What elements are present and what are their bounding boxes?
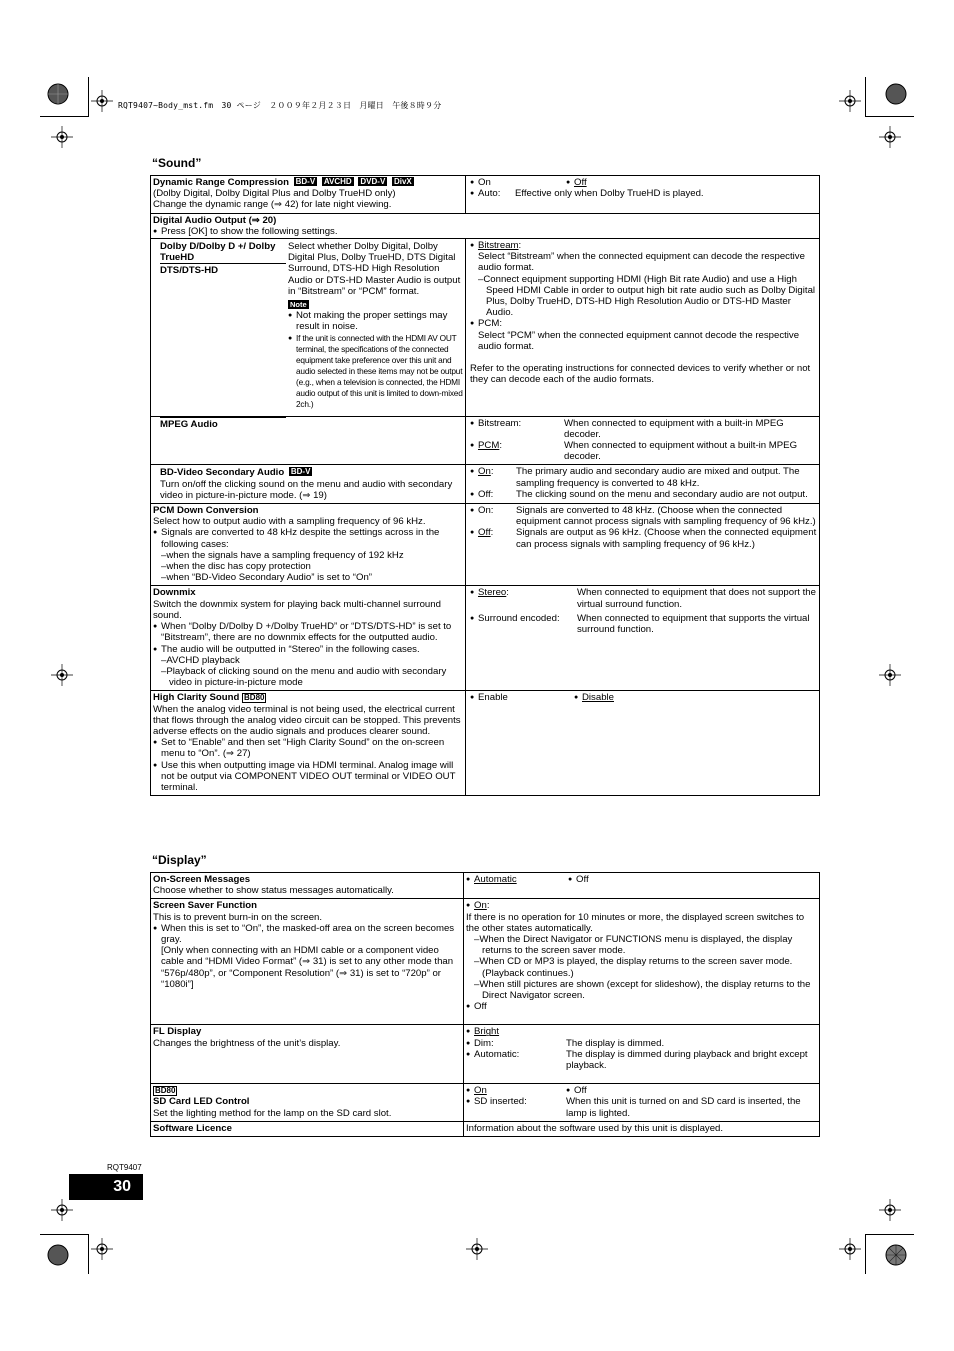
downmix-stereo: Stereo [478,587,507,599]
crosshair-mark [839,90,861,112]
option-enable: ● Enable [470,692,574,703]
screen-saver-label: Screen Saver Function [153,900,257,912]
format-desc: Select whether Dolby Digital, Dolby Digital Plus, Dolby TrueHD, DTS Digital Surround, DTS-HD High Resolution Audio or DTS-HD Master Audio is output in “Bitstream” or “PCM” format. [288,241,461,297]
mpeg-pcm-desc: When connected to equipment without a built-in MPEG decoder. [564,440,798,463]
crop-line [866,116,914,117]
crosshair-mark [466,1238,488,1260]
software-licence-label: Software Licence [153,1122,232,1134]
downmix-desc: Switch the downmix system for playing back multi-channel surround sound. [153,598,441,621]
pcm-down-off: Off [478,527,491,539]
option-off: ● Off [568,874,589,885]
crosshair-mark [51,664,73,686]
high-clarity-bullet: ● Use this when outputting image via HDMI terminal. Analog image will not be output via COMPONENT VIDEO OUT terminal or VIDEO OUT terminal. [153,760,463,794]
digital-audio-output-label: Digital Audio Output (⇒ 20) [153,214,277,226]
model-number: RQT9407 [107,1163,142,1172]
downmix-surround: ● Surround encoded: [470,613,577,635]
refer-text: Refer to the operating instructions for connected devices to verify whether or not they can decode each of the audio formats. [470,363,811,386]
page-number: 30 [69,1174,143,1200]
screen-saver-condition: [Only when connecting with an HDMI cable or a component video cable and “HDMI Video Format” (⇒ 31) is set to any other mode than “576p/480p”, or “Component Resolution” (⇒ 31) is set to “720p” or “1080i”] [161,945,454,990]
crop-line [865,1234,866,1274]
registration-mark-top-right [885,83,907,105]
automatic-desc: The display is dimmed during playback and bright except playback. [566,1048,808,1072]
screen-saver-case: When still pictures are shown (except for slideshow), the display returns to the Direct Navigator screen. [479,978,811,1002]
downmix-bullet: ● When “Dolby D/Dolby D +/Dolby TrueHD” or “DTS/DTS-HD” is set to “Bitstream”, there are no downmix effects for the outputted audio. [153,621,463,643]
pcm-down-case: when “BD-Video Secondary Audio” is set to “On” [166,572,372,584]
downmix-label: Downmix [153,587,196,599]
table-row: Dolby D/Dolby D +/ Dolby TrueHD DTS/DTS-HD Select whether Dolby Digital, Dolby Digital Plus, Dolby TrueHD, DTS Digital Surround, DTS-HD High Resolution Audio or DTS-HD Master Audio is output in “Bitstream” or “PCM” format. Note ● Not making the proper settings may result in noise. ● If the unit is connected with the HDMI AV OUT terminal, the specifications of the connected equipment take preference over this unit and audio selected in these items may not be output (e.g., when a television is connected, the HDMI audio output of this unit is limited to down-mixed 2ch.) ● Bitstream: Select “Bitstream” when the connected equipment can decode the respective audio format. –Connect equipment supporting HDMI (High Bit rate Audio) and use a High Speed HDMI Cable in order to output high bit rate audio such as Dolby Digital Plus, Dolby TrueHD, DTS-HD High Resolution Audio or DTS-HD Master Audio. ● PCM: Select “PCM” when the connected equipment cannot decode the respective audio format. Refer to the operating instructions for connected devices to verify whether or not they can decode each of the audio formats. [151,239,820,417]
crosshair-mark [839,1238,861,1260]
downmix-bullet: ● The audio will be outputted in “Stereo” in the following cases. [153,644,463,655]
crosshair-mark [91,1238,113,1260]
badge-divx: DivX [393,177,412,186]
option-off: ● Off [566,1085,587,1096]
screen-saver-bullet: ● When this is set to “On”, the masked-off area on the screen becomes gray. [153,923,461,945]
fl-display-desc: Changes the brightness of the unit’s display. [153,1037,341,1049]
sd-inserted-desc: When this unit is turned on and SD card is inserted, the lamp is lighted. [566,1096,801,1119]
pcm-down-on: ● On: [470,505,516,527]
badge-bd80: BD80 [244,693,265,703]
downmix-surround-desc: When connected to equipment that supports the virtual surround function. [577,612,810,636]
table-row: Screen Saver Function This is to prevent burn-in on the screen. ● When this is set to “On”, the masked-off area on the screen becomes gray. [Only when connecting with an HDMI cable or a component video cable and “HDMI Video Format” (⇒ 31) is set to any other mode than “576p/480p”, or “Component Resolution” (⇒ 31) is set to “720p” or “1080i”] ● On: If there is no operation for 10 minutes or more, the displayed screen switches to the other states automatically. –When the Direct Navigator or FUNCTIONS menu is displayed, the display returns to the screen saver mode. –When CD or MP3 is played, the display returns to the screen saver mode. (Playback continues.) –When still pictures are shown (except for slideshow), the display returns to the Direct Navigator screen. ● Off [151,899,820,1025]
option-on: On [474,900,487,912]
mpeg-bitstream-desc: When connected to equipment with a built-in MPEG decoder. [564,417,784,440]
note-item: ● If the unit is connected with the HDMI AV OUT terminal, the specifications of the connected equipment take preference over this unit and audio selected in these items may not be output (e.g., when a television is connected, the HDMI audio output of this unit is limited to down-mixed 2ch.) [288,333,463,410]
sec-on: On [478,466,491,478]
dim-desc: The display is dimmed. [566,1037,665,1049]
downmix-case: AVCHD playback [166,654,240,666]
crop-line [865,77,866,117]
crop-line [88,77,89,117]
high-clarity-bullet: ● Set to “Enable” and then set “High Clarity Sound” on the on-screen menu to “On”. (⇒ 27) [153,737,463,759]
drc-desc-1: (Dolby Digital, Dolby Digital Plus and Dolby TrueHD only) [153,188,396,200]
table-row [151,1121,820,1136]
pcm-down-desc: Select how to output audio with a sampling frequency of 96 kHz. [153,516,426,528]
table-row: MPEG Audio ● Bitstream: When connected to equipment with a built-in MPEG decoder. ● PCM: When connected to equipment without a built-in MPEG decoder. [151,416,820,465]
table-row: BD-Video Secondary Audio BD-V Turn on/off the clicking sound on the menu and audio with secondary video in picture-in-picture mode. (⇒ 19) ● On: The primary audio and secondary audio are mixed and output. The sampling frequency is converted to 48 kHz. ● Off: The clicking sound on the menu and secondary audio are not output. [151,465,820,504]
option-auto: ● Auto: [470,188,515,199]
dolby-label: Dolby D/Dolby D +/ Dolby TrueHD [160,241,276,264]
mpeg-audio-label: MPEG Audio [160,418,218,430]
option-bitstream: Bitstream [478,240,519,252]
registration-mark-top-left [47,83,69,105]
sound-settings-table [150,175,820,796]
table-row [151,873,820,899]
downmix-case: Playback of clicking sound on the menu and audio with secondary video in picture-in-picture mode [166,665,447,689]
table-row [151,213,820,238]
table-row [151,1084,820,1122]
display-section-title: “Display” [152,853,207,867]
option-sd-inserted: ● SD inserted: [466,1096,566,1118]
sd-card-led-desc: Set the lighting method for the lamp on the SD card slot. [153,1107,392,1119]
option-off: ● Off [466,1001,817,1012]
pcm-down-label: PCM Down Conversion [153,505,259,517]
badge-bd-v: BD-V [295,177,316,186]
pcm-down-case: when the disc has copy protection [166,561,311,573]
crosshair-mark [51,1199,73,1221]
crop-line [866,1234,914,1235]
downmix-stereo-desc: When connected to equipment that does not support the virtual surround function. [577,587,816,610]
pcm-down-on-desc: Signals are converted to 48 kHz. (Choose when the connected equipment cannot process signals with sampling frequency of 96 kHz.) [516,505,816,528]
note-label: Note [290,300,307,310]
note-item: ● Not making the proper settings may result in noise. [288,310,463,332]
crop-line [88,1234,89,1274]
crosshair-mark [879,126,901,148]
crosshair-mark [879,664,901,686]
badge-bd80: BD80 [155,1086,176,1096]
crosshair-mark [879,1199,901,1221]
pcm-desc: Select “PCM” when the connected equipment cannot decode the respective audio format. [478,329,800,352]
sec-on-desc: The primary audio and secondary audio are mixed and output. The sampling frequency is converted to 48 kHz. [516,466,800,489]
option-automatic: ● Automatic [466,874,568,885]
bitstream-desc: Select “Bitstream” when the connected equipment can decode the respective audio format. [478,251,805,274]
registration-mark-bottom-left [47,1244,69,1266]
registration-mark-bottom-right [885,1244,907,1266]
press-ok-text: ● Press [OK] to show the following settings. [153,226,817,237]
bitstream-sub: –Connect equipment supporting HDMI (High Bit rate Audio) and use a High Speed HDMI Cable in order to output high bit rate audio such as Dolby Digital Plus, Dolby TrueHD, DTS-HD High Resolution Audio or DTS-HD Master Audio. [478,273,816,319]
pcm-down-bullet: ● Signals are converted to 48 kHz despite the settings across in the following cases: [153,527,463,549]
option-on: ● On [470,177,566,188]
crop-line [40,1234,88,1235]
secondary-audio-desc: Turn on/off the clicking sound on the menu and audio with secondary video in picture-in-picture mode. (⇒ 19) [160,478,453,501]
on-screen-messages-desc: Choose whether to show status messages automatically. [153,885,394,897]
option-bright: ● Bright [466,1026,817,1037]
pcm-down-case: when the signals have a sampling frequency of 192 kHz [166,549,404,561]
table-row: PCM Down Conversion Select how to output audio with a sampling frequency of 96 kHz. ● Signals are converted to 48 kHz despite the settings across in the following cases: –when the signals have a sampling frequency of 192 kHz –when the disc has copy protection –when “BD-Video Secondary Audio” is set to “On” ● On: Signals are converted to 48 kHz. (Choose when the connected equipment cannot process signals with sampling frequency of 96 kHz.) ● Off: Signals are output as 96 kHz. (Choose when the connected equipment can process signals with sampling frequency of 96 kHz.) [151,504,820,586]
sec-off: ● Off: [470,489,516,500]
table-row [151,176,820,214]
software-licence-desc: Information about the software used by this unit is displayed. [466,1122,724,1134]
drc-cell [151,176,466,214]
drc-label: Dynamic Range Compression [153,177,289,188]
screen-saver-on-desc: If there is no operation for 10 minutes or more, the displayed screen switches to the other states automatically. [466,911,805,934]
fl-display-label: FL Display [153,1026,202,1038]
high-clarity-label: High Clarity Sound [153,692,240,704]
sound-section-title: “Sound” [152,156,202,170]
crosshair-mark [51,126,73,148]
pcm-down-off-desc: Signals are output as 96 kHz. (Choose when the connected equipment can process signals with sampling frequency of 96 kHz.) [516,527,817,550]
dts-label: DTS/DTS-HD [160,265,219,277]
table-row [151,1025,820,1084]
sd-card-led-label: SD Card LED Control [153,1096,250,1108]
file-info-header: RQT9407~Body_mst.fm 30 ページ ２００９年２月２３日 月曜日 午後８時９分 [118,101,442,110]
option-dim: ● Dim: [466,1038,566,1049]
badge-bd-v: BD-V [290,467,311,477]
table-row [151,691,820,796]
display-settings-table [150,872,820,1137]
option-disable: ● Disable [574,692,614,703]
crosshair-mark [91,90,113,112]
screen-saver-case: When CD or MP3 is played, the display returns to the screen saver mode. (Playback continues.) [479,956,793,979]
high-clarity-desc: When the analog video terminal is not being used, the electrical current that flows through the analog video circuit can be stopped. This prevents adverse effects on the audio signals and produces clearer sound. [153,703,461,737]
option-auto-desc: Effective only when Dolby TrueHD is played. [515,188,704,200]
secondary-audio-label: BD-Video Secondary Audio [160,467,285,479]
on-screen-messages-label: On-Screen Messages [153,874,251,885]
mpeg-pcm: PCM [478,440,500,452]
screen-saver-case: When the Direct Navigator or FUNCTIONS menu is displayed, the display returns to the screen saver mode. [479,934,793,957]
option-on: ● On [466,1085,566,1096]
crop-line [40,116,88,117]
option-off: ● Off [566,177,587,188]
option-automatic: ● Automatic: [466,1049,566,1071]
table-row: Downmix Switch the downmix system for playing back multi-channel surround sound. ● When “Dolby D/Dolby D +/Dolby TrueHD” or “DTS/DTS-HD” is set to “Bitstream”, there are no downmix effects for the outputted audio. ● The audio will be outputted in “Stereo” in the following cases. –AVCHD playback –Playback of clicking sound on the menu and audio with secondary video in picture-in-picture mode ● Stereo: When connected to equipment that does not support the virtual surround function. ● Surround encoded: When connected to equipment that supports the virtual surround function. [151,586,820,691]
badge-dvd-v: DVD-V [360,177,386,186]
screen-saver-desc: This is to prevent burn-in on the screen. [153,911,323,923]
option-pcm: ● PCM: [470,318,817,329]
drc-desc-2: Change the dynamic range (⇒ 42) for late night viewing. [153,199,392,211]
sec-off-desc: The clicking sound on the menu and secondary audio are not output. [516,488,808,500]
mpeg-bitstream: ● Bitstream: [470,418,564,440]
badge-avchd: AVCHD [323,177,352,186]
